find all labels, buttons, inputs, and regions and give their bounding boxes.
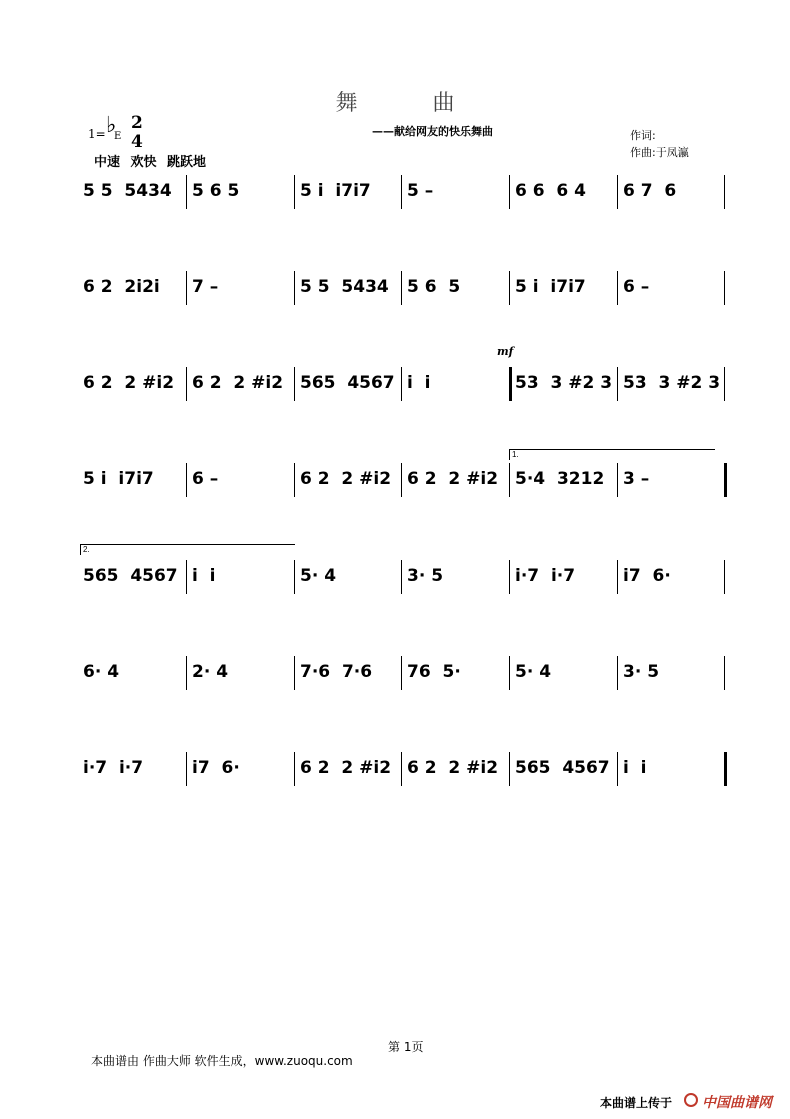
bar-line bbox=[724, 271, 725, 305]
bar-line bbox=[401, 463, 402, 497]
bar-line bbox=[617, 463, 618, 497]
lyricist-credit: 作词: bbox=[630, 129, 656, 142]
measure: 6 2 2 #i2 bbox=[300, 469, 392, 489]
measure: i i bbox=[192, 566, 216, 586]
measure: 6 6 6 4 bbox=[515, 181, 586, 201]
bar-line bbox=[509, 271, 510, 305]
measure: 6 – bbox=[192, 469, 219, 489]
bar-line bbox=[401, 175, 402, 209]
measure: 5 5 5434 bbox=[300, 277, 389, 297]
measure: 5 i i7i7 bbox=[515, 277, 586, 297]
measure: 6 – bbox=[623, 277, 650, 297]
measure: 6· 4 bbox=[83, 662, 120, 682]
key-signature bbox=[88, 127, 106, 141]
dynamic-marking: mf bbox=[497, 345, 514, 358]
measure: 7·6 7·6 bbox=[300, 662, 373, 682]
volta-bracket-2: 2. bbox=[80, 544, 295, 555]
bar-line bbox=[509, 560, 510, 594]
bar-line bbox=[617, 656, 618, 690]
key-letter: E bbox=[114, 131, 122, 142]
composer-credit: 作曲:于凤瀛 bbox=[630, 146, 689, 159]
bar-line bbox=[294, 560, 295, 594]
upload-note: 本曲谱上传于 bbox=[600, 1096, 673, 1110]
measure: 6 2 2 #i2 bbox=[83, 373, 175, 393]
bar-line bbox=[724, 463, 727, 497]
bar-line bbox=[294, 367, 295, 401]
measure: 53 3 #2 3 bbox=[515, 373, 613, 393]
bar-line bbox=[186, 560, 187, 594]
bar-line bbox=[401, 560, 402, 594]
measure: i i bbox=[407, 373, 431, 393]
measure: 6 2 2i2i bbox=[83, 277, 160, 297]
measure: 5· 4 bbox=[300, 566, 337, 586]
generator-note: 本曲谱由 作曲大师 软件生成，www.zuoqu.com bbox=[91, 1054, 353, 1068]
measure: 5 5 5434 bbox=[83, 181, 172, 201]
measure: 5 6 5 bbox=[192, 181, 240, 201]
bar-line bbox=[724, 175, 725, 209]
measure: 6 2 2 #i2 bbox=[407, 469, 499, 489]
measure: 565 4567 bbox=[83, 566, 178, 586]
bar-line bbox=[509, 367, 512, 401]
bar-line bbox=[401, 271, 402, 305]
bar-line bbox=[617, 560, 618, 594]
bar-line bbox=[186, 271, 187, 305]
site-logo-icon bbox=[684, 1093, 698, 1107]
bar-line bbox=[724, 560, 725, 594]
bar-line bbox=[509, 463, 510, 497]
bar-line bbox=[617, 175, 618, 209]
measure: 5 i i7i7 bbox=[83, 469, 154, 489]
measure: 7 – bbox=[192, 277, 219, 297]
bar-line bbox=[186, 752, 187, 786]
measure: 565 4567 bbox=[515, 758, 610, 778]
bar-line bbox=[401, 656, 402, 690]
bar-line bbox=[186, 656, 187, 690]
bar-line bbox=[617, 367, 618, 401]
bar-line bbox=[186, 175, 187, 209]
measure: i·7 i·7 bbox=[83, 758, 144, 778]
measure: 5 i i7i7 bbox=[300, 181, 371, 201]
time-signature-top: 2 bbox=[131, 113, 143, 133]
bar-line bbox=[509, 175, 510, 209]
measure: i·7 i·7 bbox=[515, 566, 576, 586]
measure: i7 6· bbox=[192, 758, 240, 778]
measure: 2· 4 bbox=[192, 662, 229, 682]
bar-line bbox=[186, 367, 187, 401]
song-title: 舞 曲 bbox=[335, 91, 489, 116]
bar-line bbox=[294, 271, 295, 305]
measure: 6 2 2 #i2 bbox=[192, 373, 284, 393]
time-signature-bottom: 4 bbox=[131, 132, 143, 152]
measure: 76 5· bbox=[407, 662, 461, 682]
bar-line bbox=[294, 175, 295, 209]
bar-line bbox=[617, 271, 618, 305]
bar-line bbox=[294, 463, 295, 497]
bar-line bbox=[724, 367, 725, 401]
measure: 3 – bbox=[623, 469, 650, 489]
volta-bracket-1: 1. bbox=[509, 449, 715, 460]
bar-line bbox=[509, 656, 510, 690]
key-prefix: 1= bbox=[88, 127, 106, 141]
measure: 565 4567 bbox=[300, 373, 395, 393]
measure: 5· 4 bbox=[515, 662, 552, 682]
bar-line bbox=[724, 752, 727, 786]
bar-line bbox=[401, 367, 402, 401]
measure: 6 7 6 bbox=[623, 181, 677, 201]
measure: 5 6 5 bbox=[407, 277, 461, 297]
measure: 3· 5 bbox=[623, 662, 660, 682]
measure: i7 6· bbox=[623, 566, 671, 586]
bar-line bbox=[401, 752, 402, 786]
flat-icon: ♭ bbox=[106, 113, 117, 138]
site-logo: 中国曲谱网 bbox=[702, 1095, 772, 1111]
bar-line bbox=[186, 463, 187, 497]
tempo-marking: 中速 欢快 跳跃地 bbox=[94, 155, 207, 170]
measure: 53 3 #2 3 bbox=[623, 373, 721, 393]
page-number: 第 1页 bbox=[388, 1040, 424, 1054]
measure: i i bbox=[623, 758, 647, 778]
song-subtitle: ——献给网友的快乐舞曲 bbox=[372, 125, 493, 138]
measure: 6 2 2 #i2 bbox=[407, 758, 499, 778]
measure: 5 – bbox=[407, 181, 434, 201]
bar-line bbox=[294, 656, 295, 690]
bar-line bbox=[724, 656, 725, 690]
bar-line bbox=[509, 752, 510, 786]
measure: 3· 5 bbox=[407, 566, 444, 586]
bar-line bbox=[617, 752, 618, 786]
measure: 6 2 2 #i2 bbox=[300, 758, 392, 778]
bar-line bbox=[294, 752, 295, 786]
measure: 5·4 3212 bbox=[515, 469, 605, 489]
